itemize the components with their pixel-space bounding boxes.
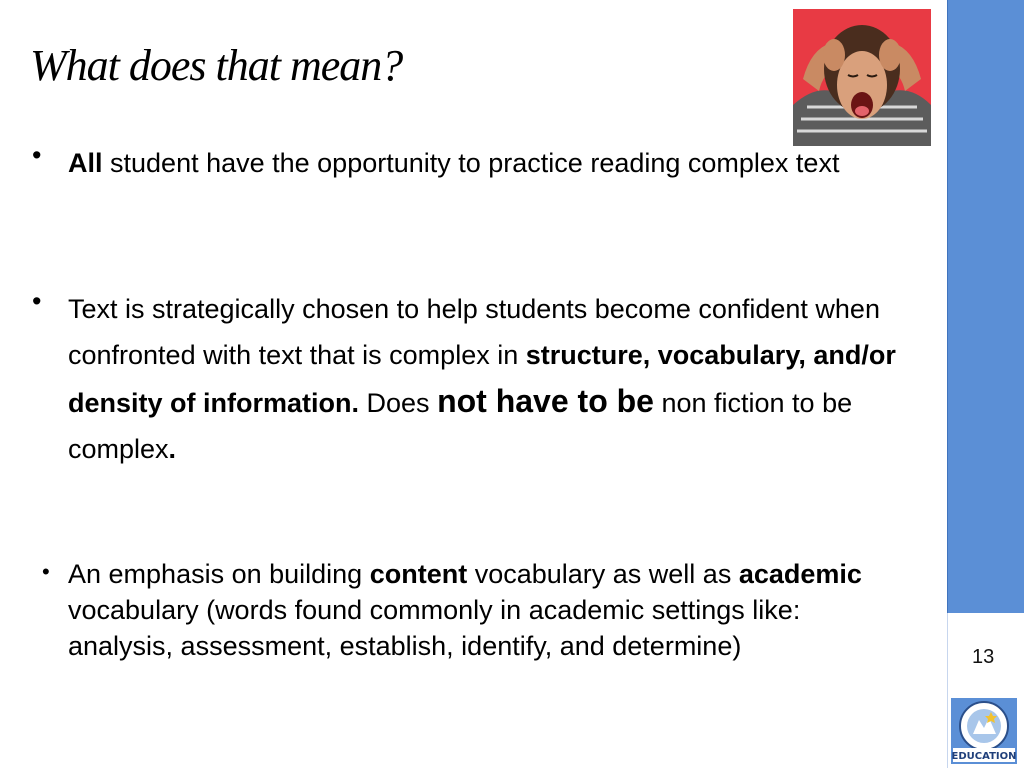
slide-page-number: 13 xyxy=(972,646,995,668)
bullet-3-text-a: An emphasis on building xyxy=(68,559,370,589)
bullet-marker-1: • xyxy=(32,140,42,170)
bullet-marker-2: • xyxy=(32,286,42,316)
bullet-3-text-b: vocabulary as well as xyxy=(467,559,739,589)
bullet-2-text-c: non fiction to be complex xyxy=(68,388,853,464)
bullet-2-emphasis: not have to be xyxy=(437,383,654,419)
bullet-1 xyxy=(68,140,858,186)
slide-title: What does that mean? xyxy=(30,41,403,90)
bullet-2-bold-c: . xyxy=(168,434,177,464)
bullet-2 xyxy=(68,286,898,472)
sidebar-accent-bar xyxy=(947,0,1024,613)
bullet-3-bold-a: content xyxy=(369,559,468,589)
logo-wordmark: EDUCATION xyxy=(951,751,1017,762)
bullet-2-bold-a: structure, vocabulary, and/or density of information. xyxy=(68,340,896,418)
bullet-3-bold-b: academic xyxy=(738,559,862,589)
bullet-3 xyxy=(68,556,878,664)
bullet-1-text: student have the opportunity to practice reading complex text xyxy=(102,148,840,178)
bullet-1-bold: All xyxy=(68,148,103,178)
bullet-marker-3: • xyxy=(42,559,50,584)
bullet-2-text-b: Does xyxy=(359,388,438,418)
bullet-3-text-c: vocabulary (words found commonly in academic settings like: analysis, assessment, establish, identify, and determine) xyxy=(68,595,801,661)
screaming-woman-photo xyxy=(793,9,931,146)
education-department-logo xyxy=(951,698,1017,764)
bullet-2-text-a: Text is strategically chosen to help students become confident when confronted with text that is complex in xyxy=(68,294,880,370)
